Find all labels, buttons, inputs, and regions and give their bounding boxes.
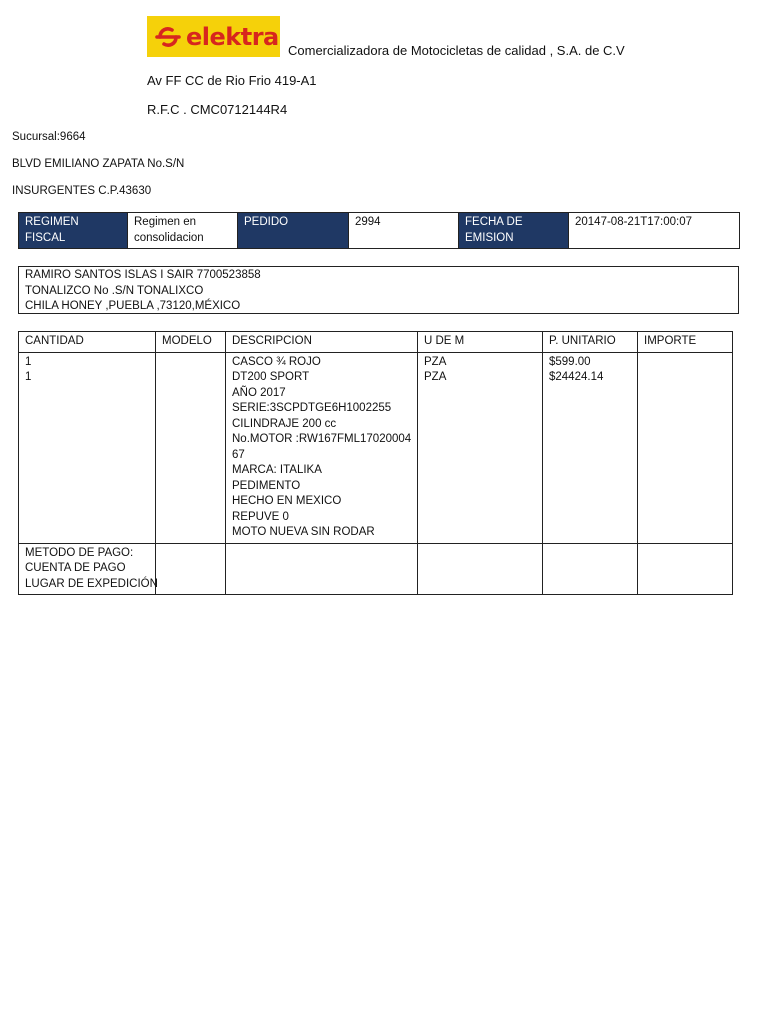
cantidad-cell: 1 1 xyxy=(19,352,156,543)
unidad-cell: PZA PZA xyxy=(418,352,543,543)
company-address: Av FF CC de Rio Frio 419-A1 xyxy=(147,73,317,88)
regimen-fiscal-value: Regimen en consolidacion xyxy=(128,213,238,249)
col-importe: IMPORTE xyxy=(638,332,733,353)
items-footer-row xyxy=(19,543,733,595)
items-body-row xyxy=(19,352,733,543)
regimen-fiscal-label: REGIMEN FISCAL xyxy=(19,213,128,249)
pedido-value: 2994 xyxy=(349,213,459,249)
elektra-logo-icon xyxy=(154,24,182,50)
company-rfc: R.F.C . CMC0712144R4 xyxy=(147,102,288,117)
header-table xyxy=(18,212,740,249)
col-unidad: U DE M xyxy=(418,332,543,353)
client-line-3: CHILA HONEY ,PUEBLA ,73120,MÉXICO xyxy=(25,300,241,312)
footer-empty-cell xyxy=(226,543,418,595)
col-precio-unitario: P. UNITARIO xyxy=(543,332,638,353)
branch-zone: INSURGENTES C.P.43630 xyxy=(12,185,152,197)
payment-info-cell: METODO DE PAGO: CUENTA DE PAGO LUGAR DE EXPEDICIÓN xyxy=(19,543,156,595)
pedido-label: PEDIDO xyxy=(238,213,349,249)
branch-number: Sucursal:9664 xyxy=(12,131,86,143)
footer-empty-cell xyxy=(418,543,543,595)
company-name: Comercializadora de Motocicletas de calidad , S.A. de C.V xyxy=(288,43,625,58)
importe-cell xyxy=(638,352,733,543)
client-line-1: RAMIRO SANTOS ISLAS I SAIR 7700523858 xyxy=(25,269,261,281)
footer-empty-cell xyxy=(543,543,638,595)
modelo-cell xyxy=(156,352,226,543)
logo-text: elektra xyxy=(186,22,279,51)
col-cantidad: CANTIDAD xyxy=(19,332,156,353)
precio-unitario-cell: $599.00 $24424.14 xyxy=(543,352,638,543)
descripcion-cell: CASCO ¾ ROJO DT200 SPORT AÑO 2017 SERIE:3SCPDTGE6H1002255 CILINDRAJE 200 cc No.MOTOR :RW167FML17020004 67 MARCA: ITALIKA PEDIMENTO HECHO EN MEXICO REPUVE 0 MOTO NUEVA SIN RODAR xyxy=(226,352,418,543)
footer-empty-cell xyxy=(638,543,733,595)
branch-street: BLVD EMILIANO ZAPATA No.S/N xyxy=(12,158,185,170)
footer-empty-cell xyxy=(156,543,226,595)
client-line-2: TONALIZCO No .S/N TONALIXCO xyxy=(25,284,204,297)
elektra-logo xyxy=(147,16,280,57)
items-header-row xyxy=(19,332,733,353)
items-table xyxy=(18,331,733,595)
client-info xyxy=(18,266,739,314)
fecha-emision-label: FECHA DE EMISION xyxy=(459,213,569,249)
col-descripcion: DESCRIPCION xyxy=(226,332,418,353)
col-modelo: MODELO xyxy=(156,332,226,353)
fecha-emision-value: 20147-08-21T17:00:07 xyxy=(569,213,740,249)
